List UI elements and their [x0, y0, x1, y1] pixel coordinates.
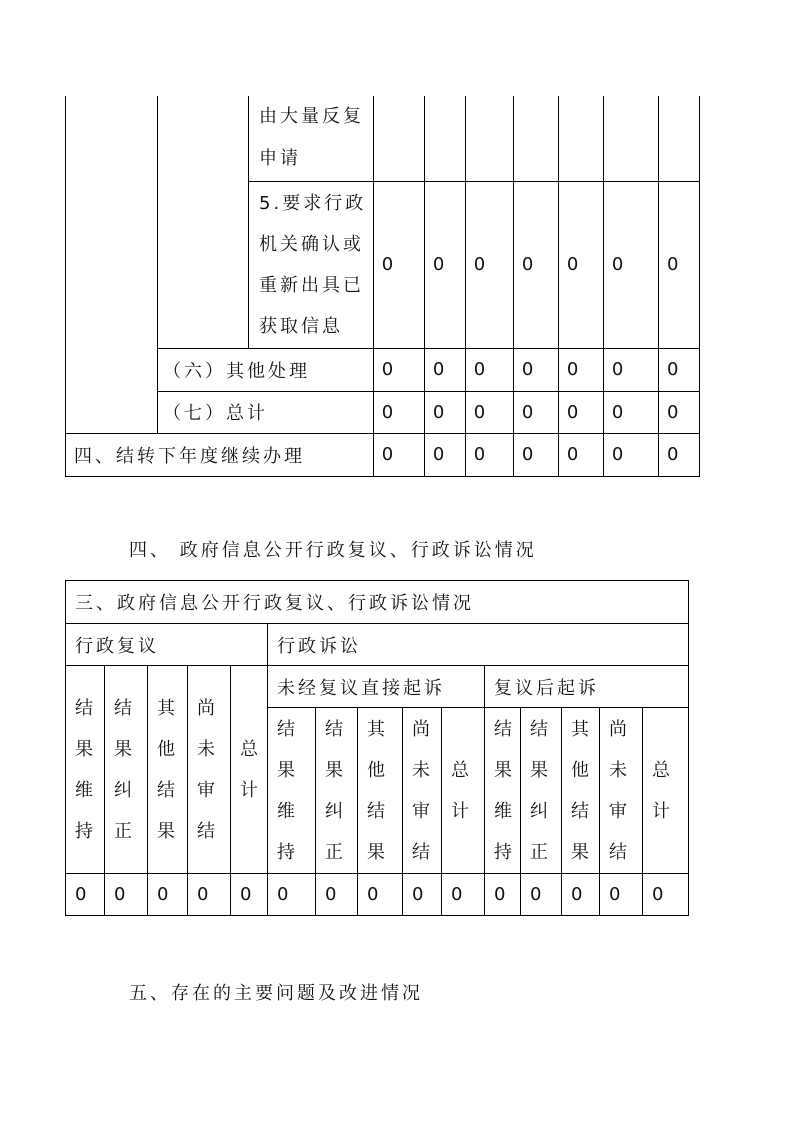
value-cell: 0: [465, 348, 513, 391]
value-cell: [424, 96, 465, 181]
col-label: 其 他 结 果: [562, 708, 600, 874]
value-cell: 0: [188, 874, 231, 916]
col-label: 尚 未 审 结: [188, 666, 231, 874]
value-cell: 0: [558, 433, 603, 476]
value-cell: 0: [513, 181, 558, 348]
row-label: （六）其他处理: [158, 348, 374, 391]
value-cell: 0: [513, 348, 558, 391]
value-cell: 0: [603, 348, 658, 391]
value-cell: 0: [148, 874, 188, 916]
admin-review-header: 行政复议: [66, 624, 268, 666]
value-cell: 0: [373, 181, 424, 348]
col-label: 尚 未 审 结: [403, 708, 442, 874]
value-cell: 0: [424, 348, 465, 391]
value-cell: 0: [659, 391, 700, 433]
after-review-suit-header: 复议后起诉: [485, 666, 689, 708]
table-row: [66, 624, 689, 666]
table-row: [66, 348, 700, 391]
value-cell: 0: [231, 874, 268, 916]
table-row: [66, 581, 689, 624]
table-row: [66, 874, 689, 916]
value-cell: 0: [465, 433, 513, 476]
value-cell: [373, 96, 424, 181]
col-label: 结 果 纠 正: [521, 708, 562, 874]
value-cell: 0: [403, 874, 442, 916]
value-cell: 0: [521, 874, 562, 916]
value-cell: 0: [600, 874, 643, 916]
value-cell: 0: [659, 348, 700, 391]
value-cell: 0: [513, 433, 558, 476]
col-label: 结 果 维 持: [268, 708, 316, 874]
row-label: 由大量反复 申请: [249, 96, 374, 181]
value-cell: 0: [268, 874, 316, 916]
col-label: 结 果 纠 正: [316, 708, 358, 874]
direct-suit-header: 未经复议直接起诉: [268, 666, 485, 708]
col-label: 其 他 结 果: [358, 708, 403, 874]
value-cell: 0: [373, 348, 424, 391]
value-cell: 0: [465, 391, 513, 433]
value-cell: 0: [105, 874, 148, 916]
value-cell: 0: [358, 874, 403, 916]
value-cell: 0: [603, 433, 658, 476]
review-litigation-table: [65, 580, 689, 916]
section-4-heading: 四、 政府信息公开行政复议、行政诉讼情况: [129, 540, 537, 561]
value-cell: 0: [603, 181, 658, 348]
col-label: 结 果 纠 正: [105, 666, 148, 874]
row-label: 5.要求行政 机关确认或 重新出具已 获取信息: [249, 181, 374, 348]
value-cell: 0: [316, 874, 358, 916]
col-label: 其 他 结 果: [148, 666, 188, 874]
section-5-heading: 五、存在的主要问题及改进情况: [129, 983, 423, 1004]
value-cell: 0: [562, 874, 600, 916]
value-cell: 0: [659, 433, 700, 476]
value-cell: 0: [558, 348, 603, 391]
col-label: 总 计: [231, 666, 268, 874]
value-cell: 0: [424, 433, 465, 476]
value-cell: 0: [424, 391, 465, 433]
table-row: [66, 96, 700, 181]
table-row: [66, 666, 689, 708]
value-cell: 0: [558, 391, 603, 433]
value-cell: 0: [424, 181, 465, 348]
value-cell: 0: [513, 391, 558, 433]
category-cell: [66, 96, 158, 433]
disposal-results-table: [65, 96, 700, 477]
value-cell: 0: [465, 181, 513, 348]
value-cell: 0: [558, 181, 603, 348]
value-cell: 0: [643, 874, 689, 916]
col-label: 总 计: [643, 708, 689, 874]
table-row: [66, 433, 700, 476]
col-label: 结 果 维 持: [66, 666, 105, 874]
row-label: 四、结转下年度继续办理: [66, 433, 374, 476]
table-row: [66, 391, 700, 433]
value-cell: [659, 96, 700, 181]
col-label: 结 果 维 持: [485, 708, 521, 874]
col-label: 总 计: [442, 708, 485, 874]
col-label: 尚 未 审 结: [600, 708, 643, 874]
table-title: 三、政府信息公开行政复议、行政诉讼情况: [66, 581, 689, 624]
value-cell: 0: [485, 874, 521, 916]
subcategory-cell: [158, 96, 249, 348]
value-cell: 0: [373, 391, 424, 433]
value-cell: 0: [603, 391, 658, 433]
row-label: （七）总计: [158, 391, 374, 433]
value-cell: [558, 96, 603, 181]
value-cell: 0: [442, 874, 485, 916]
value-cell: [603, 96, 658, 181]
value-cell: 0: [66, 874, 105, 916]
value-cell: [513, 96, 558, 181]
value-cell: 0: [659, 181, 700, 348]
admin-litigation-header: 行政诉讼: [268, 624, 689, 666]
value-cell: [465, 96, 513, 181]
value-cell: 0: [373, 433, 424, 476]
